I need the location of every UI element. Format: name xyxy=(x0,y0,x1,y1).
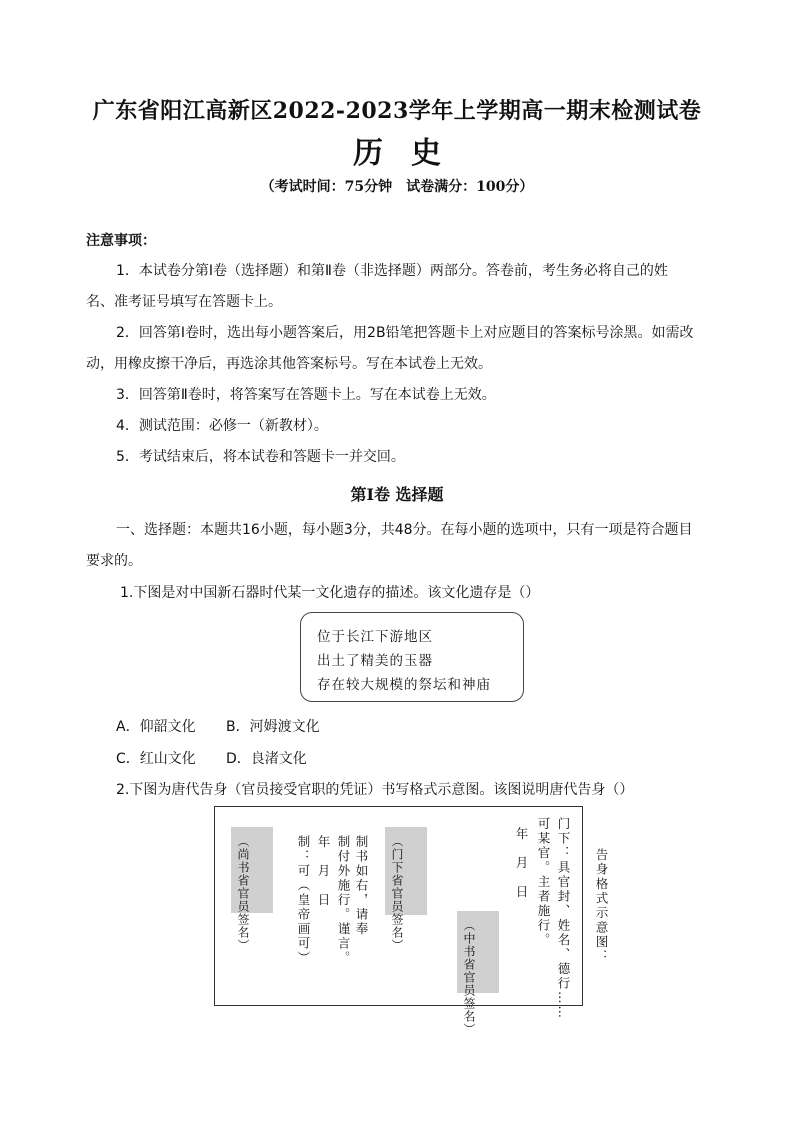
box-line-1: 位于长江下游地区 xyxy=(317,629,433,645)
note-line-2: 名、准考证号填写在答题卡上。 xyxy=(86,294,282,310)
note-line-7: 5．考试结束后，将本试卷和答题卡一并交回。 xyxy=(116,449,405,465)
question-1-stem: 1.下图是对中国新石器时代某一文化遗存的描述。该文化遗存是（） xyxy=(120,585,540,601)
notes-heading: 注意事项： xyxy=(86,233,156,249)
col-date-1: 年 月 日 xyxy=(514,827,529,900)
section-title: 第Ⅰ卷 选择题 xyxy=(350,485,444,504)
box-line-3: 存在较大规模的祭坛和神庙 xyxy=(317,677,491,693)
gaoshen-format-figure xyxy=(214,806,583,1036)
note-line-4: 动，用橡皮擦干净后，再选涂其他答案标号。写在本试卷上无效。 xyxy=(86,356,492,372)
stamp-zhongshu: （中书省官员签名） xyxy=(462,919,476,1036)
col-zhike: 制：可（皇帝画可） xyxy=(296,835,311,966)
note-line-5: 3．回答第Ⅱ卷时，将答案写在答题卡上。写在本试卷上无效。 xyxy=(116,387,496,403)
stamp-shangshu: （尚书省官员签名） xyxy=(236,835,250,952)
note-line-6: 4．测试范围：必修一（新教材）。 xyxy=(116,418,328,434)
q1-option-b: B．河姆渡文化 xyxy=(226,719,320,735)
subject-title: 历史 xyxy=(353,136,469,171)
col-kemou: 可某官。主者施行。 xyxy=(536,817,551,948)
note-line-3: 2．回答第Ⅰ卷时，选出每小题答案后，用2B铅笔把答题卡上对应题目的答案标号涂黑。如需改 xyxy=(116,325,694,341)
question-2-stem: 2.下图为唐代告身（官员接受官职的凭证）书写格式示意图。该图说明唐代告身（） xyxy=(116,782,634,798)
question-1-description-box xyxy=(300,612,524,702)
q1-option-a: A．仰韶文化 xyxy=(116,719,196,735)
section-intro-line-1: 一、选择题：本题共16小题，每小题3分，共48分。在每小题的选项中，只有一项是符合题目 xyxy=(116,522,693,538)
exam-title: 广东省阳江高新区2022-2023学年上学期高一期末检测试卷 xyxy=(92,98,702,124)
col-menxia: 门下：具官封、姓名、德行…… xyxy=(556,817,571,1020)
stamp-menxia: （门下省官员签名） xyxy=(390,835,404,952)
col-zhishu-2: 制付外施行。谨言。 xyxy=(336,835,351,966)
exam-info: （考试时间：75分钟 试卷满分：100分） xyxy=(260,179,534,195)
q1-option-d: D．良渚文化 xyxy=(226,751,307,767)
note-line-1: 1．本试卷分第Ⅰ卷（选择题）和第Ⅱ卷（非选择题）两部分。答卷前，考生务必将自己的姓 xyxy=(116,263,668,279)
figure-side-label: 告身格式示意图： xyxy=(594,848,609,964)
box-line-2: 出土了精美的玉器 xyxy=(317,653,433,669)
col-zhishu-1: 制书如右，请奉 xyxy=(354,835,369,937)
section-intro-line-2: 要求的。 xyxy=(86,553,142,569)
col-date-2: 年 月 日 xyxy=(316,835,331,908)
q1-option-c: C．红山文化 xyxy=(116,751,196,767)
